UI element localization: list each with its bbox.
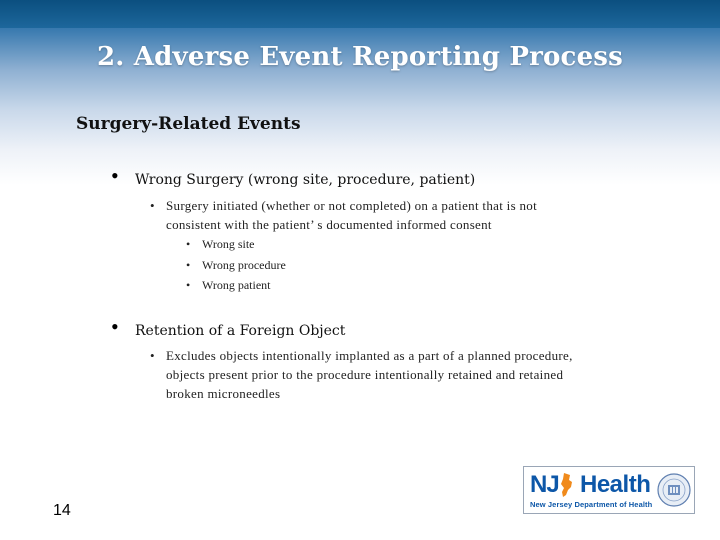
slide-title: 2. Adverse Event Reporting Process	[97, 42, 623, 72]
logo-department-text: New Jersey Department of Health	[530, 500, 653, 509]
subitem-wrong-procedure	[186, 258, 286, 273]
nj-health-logo	[523, 466, 695, 514]
bullet-dot-icon: •	[111, 314, 119, 339]
bullet-dot-icon: •	[150, 348, 155, 363]
section-subtitle: Surgery-Related Events	[76, 114, 301, 134]
retention-detail-line1: Excludes objects intentionally implanted as a part of a planned procedure,	[166, 348, 573, 363]
logo-nj-text: NJ	[530, 471, 559, 498]
wrong-surgery-detail	[150, 196, 538, 234]
subitem-label: Wrong site	[202, 237, 255, 251]
bullet-wrong-surgery: Wrong Surgery (wrong site, procedure, patient)	[135, 172, 476, 188]
bullet-dot-icon: •	[186, 258, 191, 272]
nj-state-outline-icon	[558, 473, 574, 497]
subitem-label: Wrong procedure	[202, 258, 286, 272]
bullet-dot-icon: •	[186, 237, 191, 251]
state-seal-icon	[657, 472, 691, 508]
top-bar	[0, 0, 720, 28]
bullet-retention-foreign-object: Retention of a Foreign Object	[135, 323, 346, 339]
bullet-dot-icon: •	[111, 163, 119, 188]
page-number: 14	[53, 502, 71, 519]
subitem-label: Wrong patient	[202, 278, 271, 292]
wrong-surgery-detail-line2: consistent with the patient’ s documented informed consent	[166, 217, 492, 232]
subitem-wrong-site	[186, 237, 255, 252]
retention-detail	[150, 346, 573, 403]
logo-health-text: Health	[580, 471, 651, 498]
subitem-wrong-patient	[186, 278, 271, 293]
bullet-dot-icon: •	[186, 278, 191, 292]
wrong-surgery-detail-line1: Surgery initiated (whether or not completed) on a patient that is not	[166, 198, 538, 213]
retention-detail-line2: objects present prior to the procedure intentionally retained and retained	[166, 367, 564, 382]
bullet-dot-icon: •	[150, 198, 155, 213]
retention-detail-line3: broken microneedles	[166, 386, 281, 401]
